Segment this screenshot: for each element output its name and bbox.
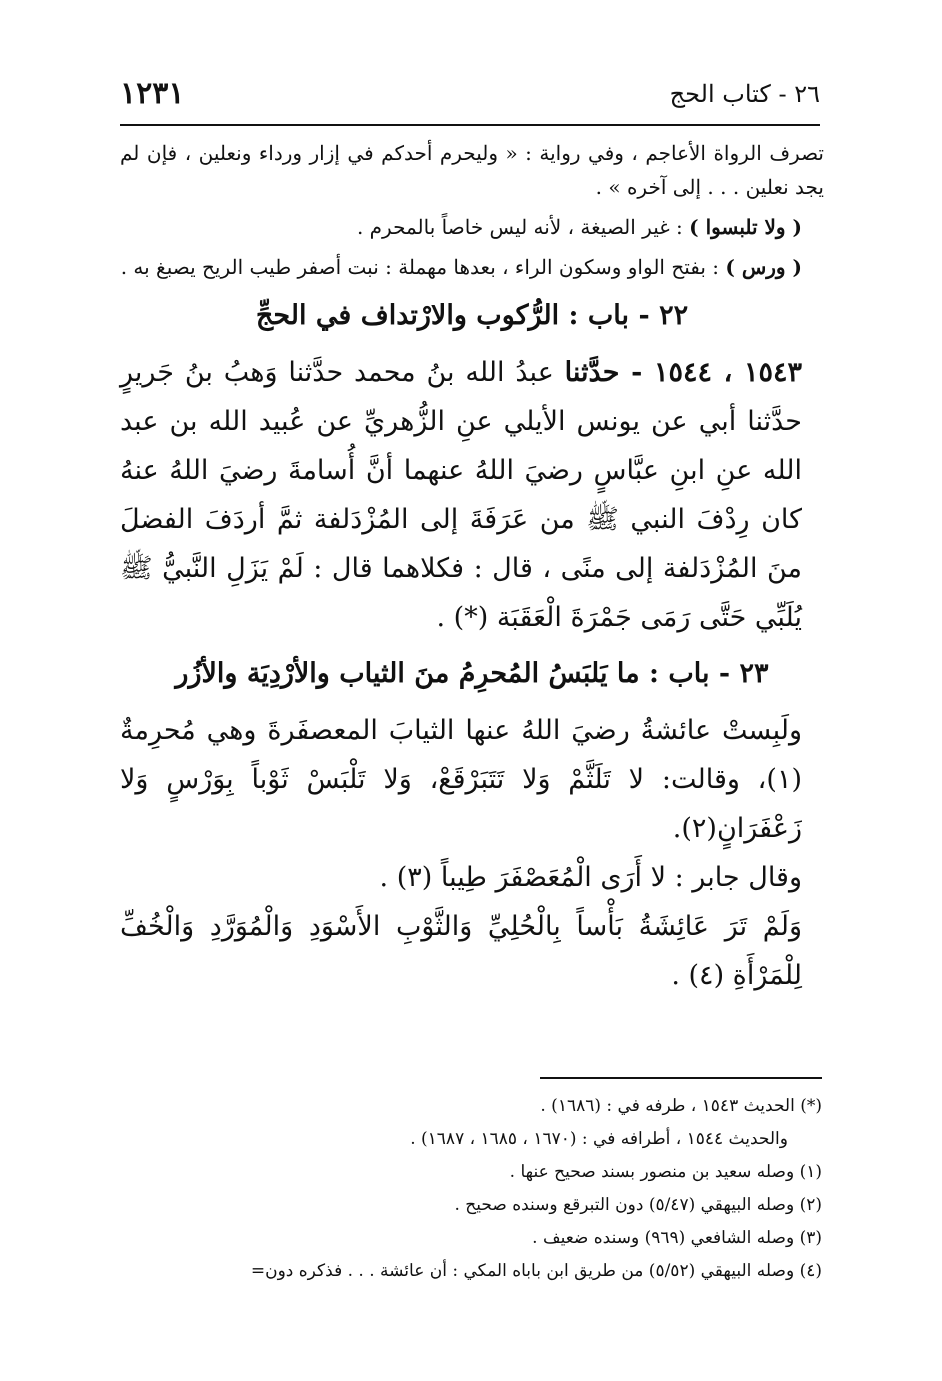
footnote-divider xyxy=(540,1077,822,1079)
page-number: ١٢٣١ xyxy=(120,76,185,111)
gloss-term: ( ورس ) xyxy=(725,255,802,279)
header-divider xyxy=(120,124,820,126)
section-heading: ٢٢ - باب : الرُّكوب والارْتداف في الحجِّ xyxy=(255,300,689,331)
gloss-entry xyxy=(120,250,824,284)
footnote: (*) الحديث ١٥٤٣ ، طرفه في : (١٦٨٦) . xyxy=(540,1096,822,1116)
gloss-entry xyxy=(120,210,824,244)
hadith-body: عبدُ الله بنُ محمد حدَّثنا وَهبُ بنُ جَريرٍ حدَّثنا أبي عن يونس الأيلي عنِ الزُّهريِّ عن عُبيد الله بن عبد الله عنِ ابنِ عبَّاسٍ رضيَ اللهُ عنهما أنَّ أُسامةَ رضيَ اللهُ عنهُ كان رِدْفَ النبي ﷺ من عَرَفَةَ إلى المُزْدَلفة ثمَّ أردَفَ الفضلَ منَ المُزْدَلفة إلى منًى ، قال : فكلاهما قال : لَمْ يَزَلِ النَّبيُّ ﷺ يُلَبِّي حَتَّى رَمَى جَمْرَةَ الْعَقَبَة (*) . xyxy=(120,357,802,633)
gloss-term: ( ولا تلبسوا ) xyxy=(689,215,802,239)
footnote: (٢) وصله البيهقي (٥/٤٧) دون التبرقع وسنده صحيح . xyxy=(454,1195,822,1215)
narration-paragraph: وَلَمْ تَرَ عَائِشَةُ بَأْساً بِالْحُلِيِّ وَالثَّوْبِ الأَسْوَدِ وَالْمُوَرَّدِ وَالْخُفِّ لِلْمَرْأَةِ (٤) . xyxy=(120,911,802,991)
hadith-number: ١٥٤٣ ، ١٥٤٤ - حدَّثنا xyxy=(564,357,802,388)
gloss-text: : غير الصيغة ، لأنه ليس خاصاً بالمحرم . xyxy=(356,215,690,239)
narration-paragraph: ولَبِستْ عائشةُ رضيَ اللهُ عنها الثيابَ المعصفَرةَ وهي مُحرِمةٌ (١)، وقالت: لا تَلَثَّمْ وَلا تَتَبَرْقَعْ، وَلا تَلْبَسْ ثَوْباً بِوَرْسٍ وَلا زَعْفَرَانٍ(٢). xyxy=(120,715,802,844)
footnote: (٤) وصله البيهقي (٥/٥٢) من طريق ابن باباه المكي : أن عائشة . . . فذكره دون= xyxy=(250,1261,822,1281)
section-heading: ٢٣ - باب : ما يَلبَسُ المُحرِمُ منَ الثياب والأرْدِيَة والأزُر xyxy=(175,658,769,689)
footnotes xyxy=(118,1090,822,1288)
intro-paragraph: تصرف الرواة الأعاجم ، وفي رواية : « وليحرم أحدكم في إزار ورداء ونعلين ، فإن لم يجد نعلين . . . إلى آخره » . xyxy=(120,141,824,199)
footnote: (١) وصله سعيد بن منصور بسند صحيح عنها . xyxy=(509,1162,822,1182)
gloss-text: : بفتح الواو وسكون الراء ، بعدها مهملة : نبت أصفر طيب الريح يصبغ به . xyxy=(120,255,726,279)
page-body xyxy=(120,136,824,1000)
narration-paragraph: وقال جابر : لا أَرَى الْمُعَصْفَرَ طِيباً (٣) . xyxy=(379,862,802,893)
page-header xyxy=(120,74,820,118)
hadith-text xyxy=(120,348,824,642)
chapter-title: ٢٦ - كتاب الحج xyxy=(669,80,820,108)
footnote: والحديث ١٥٤٤ ، أطرافه في : (١٦٧٠ ، ١٦٨٥ ، ١٦٨٧) . xyxy=(410,1129,788,1149)
footnote: (٣) وصله الشافعي (٩٦٩) وسنده ضعيف . xyxy=(532,1228,822,1248)
